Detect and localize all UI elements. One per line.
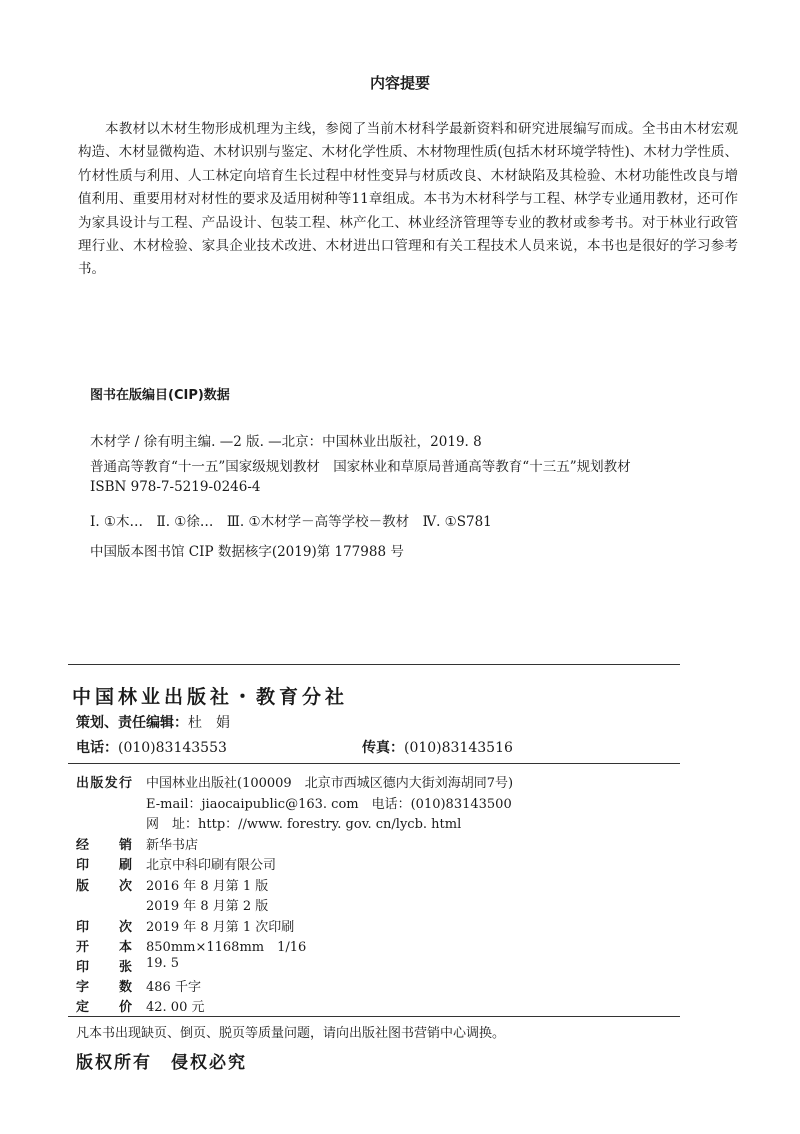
imprint-value: 2019 年 8 月第 2 版: [146, 899, 269, 914]
imprint-label: 定价: [76, 1000, 132, 1015]
cip-line: 中国版本图书馆 CIP 数据核字(2019)第 177988 号: [90, 544, 404, 560]
imprint-value: 北京中科印刷有限公司: [146, 858, 277, 873]
imprint-label: 开本: [76, 940, 132, 955]
phone-label: 电话：: [76, 740, 118, 756]
cip-title: 图书在版编目(CIP)数据: [90, 388, 230, 403]
phone-line: [76, 737, 227, 757]
imprint-value: 19. 5: [146, 956, 180, 971]
imprint-label: 印刷: [76, 858, 132, 873]
imprint-value: 网 址：http：//www. forestry. gov. cn/lycb. html: [146, 817, 462, 832]
divider: [68, 664, 680, 665]
editor-line: [76, 712, 230, 732]
summary-paragraph: 本教材以木材生物形成机理为主线，参阅了当前木材科学最新资料和研究进展编写而成。全书由木材宏观构造、木材显微构造、木材识别与鉴定、木材化学性质、木材物理性质(包括木材环境学特性)、木材力学性质、竹材性质与利用、人工林定向培育生长过程中材性变异与材质改良、木材缺陷及其检验、木材功能性改良与增值利用、重要用材对材性的要求及适用树种等11章组成。本书为木材科学与工程、林学专业通用教材，还可作为家具设计与工程、产品设计、包装工程、林产化工、林业经济管理等专业的教材或参考书。对于林业行政管理行业、木材检验、家具企业技术改进、木材进出口管理和有关工程技术人员来说，本书也是很好的学习参考书。: [78, 121, 738, 278]
divider: [68, 763, 680, 764]
summary-body: [78, 118, 738, 282]
quality-notice: 凡本书出现缺页、倒页、脱页等质量问题，请向出版社图书营销中心调换。: [76, 1026, 506, 1041]
imprint-value: 中国林业出版社(100009 北京市西城区德内大街刘海胡同7号): [146, 776, 514, 791]
fax-value: (010)83143516: [404, 740, 513, 756]
imprint-value: 2019 年 8 月第 1 次印刷: [146, 920, 295, 935]
imprint-value: 2016 年 8 月第 1 版: [146, 879, 269, 894]
imprint-label: 经销: [76, 838, 132, 853]
cip-line: 普通高等教育“十一五”国家级规划教材 国家林业和草原局普通高等教育“十三五”规划教材: [90, 459, 631, 475]
phone-value: (010)83143553: [118, 740, 227, 756]
imprint-value: 新华书店: [146, 838, 199, 853]
cip-line: ISBN 978-7-5219-0246-4: [90, 479, 261, 495]
editor-name: 杜 娟: [188, 715, 230, 731]
cip-line: Ⅰ. ①木… Ⅱ. ①徐… Ⅲ. ①木材学－高等学校－教材 Ⅳ. ①S781: [90, 514, 492, 530]
imprint-value: 42. 00 元: [146, 1000, 205, 1015]
cip-line: 木材学 / 徐有明主编. —2 版. —北京：中国林业出版社，2019. 8: [90, 434, 482, 450]
divider: [68, 1016, 680, 1017]
publisher-name: 中国林业出版社・教育分社: [72, 686, 349, 708]
copyright-notice: 版权所有 侵权必究: [76, 1053, 247, 1073]
imprint-label: 印张: [76, 960, 132, 975]
imprint-label: 印次: [76, 920, 132, 935]
summary-title: 内容提要: [369, 74, 430, 92]
editor-label: 策划、责任编辑：: [76, 715, 188, 731]
imprint-label: 出版发行: [76, 776, 132, 791]
imprint-label: 字数: [76, 980, 132, 995]
imprint-value: 850mm×1168mm 1/16: [146, 940, 307, 955]
imprint-value: E-mail：jiaocaipublic@163. com 电话：(010)83143500: [146, 797, 512, 812]
fax-label: 传真：: [362, 740, 404, 756]
imprint-label: 版次: [76, 879, 132, 894]
imprint-value: 486 千字: [146, 980, 201, 995]
fax-line: [362, 737, 513, 757]
